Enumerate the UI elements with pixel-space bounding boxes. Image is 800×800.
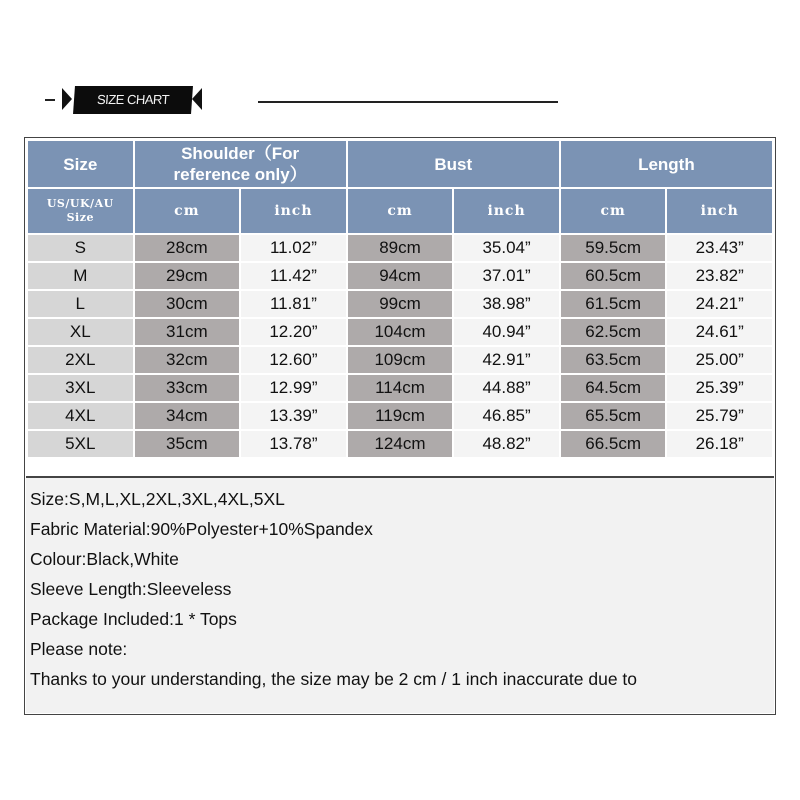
cell-length-cm: 61.5cm <box>561 291 666 317</box>
cell-shoulder-inch: 13.39” <box>241 403 346 429</box>
subheader-size-line2: Size <box>66 211 94 224</box>
cell-shoulder-cm: 29cm <box>135 263 240 289</box>
header-bust: Bust <box>348 141 559 187</box>
cell-length-cm: 66.5cm <box>561 431 666 457</box>
cell-length-cm: 64.5cm <box>561 375 666 401</box>
cell-size: 4XL <box>28 403 133 429</box>
cell-length-cm: 59.5cm <box>561 235 666 261</box>
cell-length-inch: 25.79” <box>667 403 772 429</box>
cell-size: XL <box>28 319 133 345</box>
size-table <box>26 139 774 459</box>
cell-shoulder-inch: 12.20” <box>241 319 346 345</box>
cell-bust-inch: 37.01” <box>454 263 559 289</box>
subheader-length-cm: cm <box>561 189 666 233</box>
cell-length-cm: 63.5cm <box>561 347 666 373</box>
cell-bust-cm: 119cm <box>348 403 453 429</box>
subheader-row <box>28 189 772 233</box>
cell-bust-inch: 38.98” <box>454 291 559 317</box>
product-details <box>26 476 774 713</box>
cell-shoulder-inch: 11.02” <box>241 235 346 261</box>
header-row <box>28 141 772 187</box>
cell-size: L <box>28 291 133 317</box>
cell-shoulder-cm: 32cm <box>135 347 240 373</box>
cell-length-inch: 25.00” <box>667 347 772 373</box>
table-row <box>28 375 772 401</box>
cell-bust-cm: 94cm <box>348 263 453 289</box>
cell-shoulder-cm: 35cm <box>135 431 240 457</box>
cell-shoulder-cm: 30cm <box>135 291 240 317</box>
cell-shoulder-cm: 28cm <box>135 235 240 261</box>
cell-bust-cm: 104cm <box>348 319 453 345</box>
cell-length-inch: 24.61” <box>667 319 772 345</box>
cell-shoulder-cm: 33cm <box>135 375 240 401</box>
cell-shoulder-cm: 34cm <box>135 403 240 429</box>
cell-bust-inch: 44.88” <box>454 375 559 401</box>
table-row <box>28 263 772 289</box>
cell-bust-cm: 124cm <box>348 431 453 457</box>
cell-bust-inch: 40.94” <box>454 319 559 345</box>
detail-colour: Colour:Black,White <box>30 549 179 569</box>
cell-bust-inch: 48.82” <box>454 431 559 457</box>
detail-sizes: Size:S,M,L,XL,2XL,3XL,4XL,5XL <box>30 489 285 509</box>
cell-shoulder-inch: 12.60” <box>241 347 346 373</box>
detail-note-text: Thanks to your understanding, the size may be 2 cm / 1 inch inaccurate due to <box>30 669 638 689</box>
cell-size: M <box>28 263 133 289</box>
cell-bust-inch: 35.04” <box>454 235 559 261</box>
banner-notch-right <box>192 88 202 110</box>
header-shoulder <box>135 141 346 187</box>
banner-rule <box>258 101 558 103</box>
subheader-length-inch: inch <box>667 189 772 233</box>
cell-bust-cm: 89cm <box>348 235 453 261</box>
cell-bust-cm: 114cm <box>348 375 453 401</box>
cell-shoulder-inch: 11.81” <box>241 291 346 317</box>
table-row <box>28 291 772 317</box>
table-row <box>28 431 772 457</box>
table-row <box>28 347 772 373</box>
table-row <box>28 403 772 429</box>
cell-shoulder-inch: 13.78” <box>241 431 346 457</box>
cell-length-inch: 26.18” <box>667 431 772 457</box>
detail-fabric: Fabric Material:90%Polyester+10%Spandex <box>30 519 373 539</box>
cell-length-cm: 65.5cm <box>561 403 666 429</box>
cell-shoulder-inch: 11.42” <box>241 263 346 289</box>
cell-bust-cm: 109cm <box>348 347 453 373</box>
cell-length-cm: 62.5cm <box>561 319 666 345</box>
size-chart-banner <box>0 70 800 130</box>
cell-bust-inch: 46.85” <box>454 403 559 429</box>
subheader-bust-inch: inch <box>454 189 559 233</box>
header-shoulder-line2: reference only） <box>173 165 307 184</box>
detail-sleeve: Sleeve Length:Sleeveless <box>30 579 232 599</box>
cell-bust-cm: 99cm <box>348 291 453 317</box>
table-row <box>28 319 772 345</box>
cell-size: S <box>28 235 133 261</box>
subheader-size-line1: US/UK/AU <box>46 197 114 210</box>
header-length: Length <box>561 141 772 187</box>
subheader-shoulder-inch: inch <box>241 189 346 233</box>
cell-shoulder-cm: 31cm <box>135 319 240 345</box>
header-shoulder-line1: Shoulder（For <box>181 144 300 163</box>
banner-dash <box>45 99 55 101</box>
cell-length-inch: 23.43” <box>667 235 772 261</box>
detail-note-heading: Please note: <box>30 639 128 659</box>
cell-length-inch: 23.82” <box>667 263 772 289</box>
header-size: Size <box>28 141 133 187</box>
cell-size: 5XL <box>28 431 133 457</box>
cell-shoulder-inch: 12.99” <box>241 375 346 401</box>
subheader-shoulder-cm: cm <box>135 189 240 233</box>
subheader-bust-cm: cm <box>348 189 453 233</box>
cell-length-inch: 25.39” <box>667 375 772 401</box>
cell-size: 2XL <box>28 347 133 373</box>
banner-notch-left <box>62 88 72 110</box>
subheader-size <box>28 189 133 233</box>
cell-size: 3XL <box>28 375 133 401</box>
banner-title: SIZE CHART <box>73 86 193 114</box>
detail-package: Package Included:1 * Tops <box>30 609 237 629</box>
cell-length-inch: 24.21” <box>667 291 772 317</box>
table-row <box>28 235 772 261</box>
cell-bust-inch: 42.91” <box>454 347 559 373</box>
cell-length-cm: 60.5cm <box>561 263 666 289</box>
